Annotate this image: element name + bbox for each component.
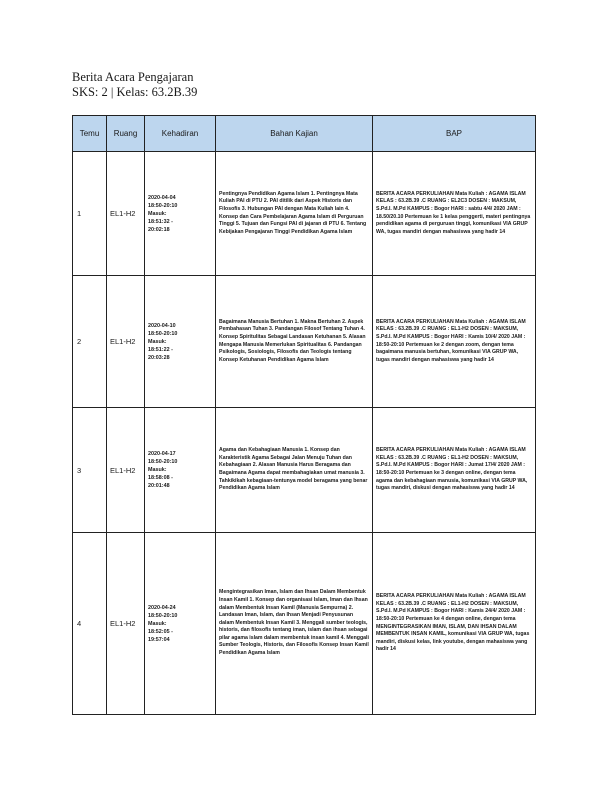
cell-temu: 1 (73, 152, 107, 276)
kehadiran-label: Masuk: (148, 467, 167, 473)
cell-bahan-kajian: Agama dan Kebahagiaan Manusia 1. Konsep dan Karakteristik Agama Sebagai Jalan Menuju Tuhan dan Kebahagiaan 2. Alasan Manusia Harus Beragama dan Bagaimana Agama dapat membahagiakan umat manusia 3. Tahkikikah kebagiaan-tentunya model beragama yang benar Pendidikan Agama Islam (216, 408, 373, 533)
kehadiran-in: 18:58:08 - (148, 475, 173, 481)
cell-ruang: EL1-H2 (107, 152, 145, 276)
teaching-report-table (72, 115, 536, 715)
cell-bahan-kajian: Bagaimana Manusia Bertuhan 1. Makna Bertuhan 2. Aspek Pembahasan Tuhan 3. Pandangan Filosof Tentang Tuhan 4. Konsep Spiritulitas Sebagai Landasan Ketuhanan 5. Alasan Mengapa Manusia Memerlukan Spiritualitas 6. Pandangan Psikologis, Sosiologis, Filosofis dan Teologis tentang Konsep Ketuhanan Pendidikan Agama Islam (216, 276, 373, 408)
kehadiran-time: 18:50-20:10 (148, 330, 178, 337)
cell-bap: BERITA ACARA PERKULIAHAN Mata Kuliah : AGAMA ISLAM KELAS : 63.2B.39 .C RUANG : EL2C3 DOSEN : MAKSUM, S.Pd.I. M.Pd KAMPUS : Bogor HARI : sabtu 4/4/ 2020 JAM : 18.50/20.10 Pertemuan ke 1 kelas penggerti, materi pentingnya pendidikan agama di perguruan tinggi, komunikasi VIA GRUP WA, tugas mandiri dengan mahasiswa yang hadir 14 (373, 152, 536, 276)
header-bap: BAP (373, 116, 536, 152)
cell-bahan-kajian: Mengintegrasikan Iman, Islam dan Ihsan Dalam Membentuk Insan Kamil 1. Konsep dan organisasi Islam, Iman dan Ihsan dalam Membentuk Insan Kamil (Manusia Sempurna) 2. Landasan Iman, Islam, dan Ihsan Menjadi Penyusunan dalam Membentuk Insan Kamil 3. Menggali sumber teologis, historis, dan filosofis tentang iman, islam dan ihsan sebagai pilar agama islam dalam membentuk insan kamil 4. Menggali Sumber Teologis, Historis, dan Filosofis Konsep Insan Kamil Pendidikan Agama Islam (216, 533, 373, 715)
cell-bap: BERITA ACARA PERKULIAHAN Mata Kuliah : AGAMA ISLAM KELAS : 63.2B.39 .C RUANG : EL1-H2 DOSEN : MAKSUM, S.Pd.I. M.Pd KAMPUS : Bogor HARI : Kamis 24/4/ 2020 JAM : 18:50-20:10 Pertemuan ke 4 dengan online, dengan tema MENGINTEGRASIKAN IMAN, ISLAM, DAN IHSAN DALAM MEMBENTUK INSAN KAMIL, komunikasi VIA GRUP WA, tugas mandiri, diskusi kelas, link youtube, dengan mahasiswa yang hadir 14 (373, 533, 536, 715)
kehadiran-in: 18:52:05 - (148, 628, 173, 635)
kehadiran-date: 2020-04-17 (148, 451, 176, 457)
document-subtitle: SKS: 2 | Kelas: 63.2B.39 (72, 85, 198, 99)
table-row (73, 533, 536, 715)
header-kehadiran: Kehadiran (145, 116, 216, 152)
kehadiran-label: Masuk: (148, 620, 167, 627)
table-row (73, 276, 536, 408)
table-header-row (73, 116, 536, 152)
kehadiran-date: 2020-04-24 (148, 604, 176, 611)
cell-kehadiran (145, 533, 216, 715)
kehadiran-in: 18:51:32 - (148, 218, 173, 225)
header-temu: Temu (73, 116, 107, 152)
table-row (73, 152, 536, 276)
cell-ruang: EL1-H2 (107, 276, 145, 408)
document-header (72, 70, 197, 100)
table-row (73, 408, 536, 533)
kehadiran-out: 20:03:28 (148, 354, 170, 361)
kehadiran-label: Masuk: (148, 210, 167, 217)
cell-bahan-kajian: Pentingnya Pendidikan Agama Islam 1. Pentingnya Mata Kuliah PAI di PTU 2. PAI ditilik dari Aspek Historis dan Filosofis 3. Hubungan PAI dengan Mata Kuliah lain 4. Konsep dan Cara Pembelajaran Agama Islam di Perguruan Tinggi 5. Tujuan dan Fungsi PAI di jajaran di PTU 6. Tentang Kebijakan Pengajaran Tinggi Pendidikan Agama Islam (216, 152, 373, 276)
cell-ruang: EL1-H2 (107, 408, 145, 533)
cell-temu: 2 (73, 276, 107, 408)
cell-bap: BERITA ACARA PERKULIAHAN Mata Kuliah : AGAMA ISLAM KELAS : 63.2B.39 .C RUANG : EL1-H2 DOSEN : MAKSUM, S.Pd.I. M.Pd KAMPUS : Bogor HARI : Kamis 10/4/ 2020 JAM : 18:50-20:10 Pertemuan ke 2 dengan zoom, dengan tema bagaimana manusia bertuhan, komunikasi VIA GRUP WA, tugas mandiri dengan mahasiswa yang hadir 14 (373, 276, 536, 408)
kehadiran-out: 19:57:04 (148, 636, 170, 643)
cell-temu: 3 (73, 408, 107, 533)
kehadiran-out: 20:01:48 (148, 483, 170, 489)
kehadiran-out: 20:02:18 (148, 226, 170, 233)
kehadiran-label: Masuk: (148, 338, 167, 345)
kehadiran-time: 18:50-20:10 (148, 612, 178, 619)
document-title: Berita Acara Pengajaran (72, 70, 194, 84)
cell-kehadiran (145, 276, 216, 408)
cell-bap: BERITA ACARA PERKULIAHAN Mata Kuliah : AGAMA ISLAM KELAS : 63.2B.39 .C RUANG : EL1-H2 DOSEN : MAKSUM, S.Pd.I. M.Pd KAMPUS : Bogor HARI : Jumat 17/4/ 2020 JAM : 18:50-20:10 Pertemuan ke 3 dengan online, dengan tema agama dan kebahagiaan manusia, komunikasi VIA GRUP WA, tugas mandiri, diskusi dengan mahasiswa yang hadir 14 (373, 408, 536, 533)
kehadiran-time: 18:50-20:10 (148, 459, 178, 465)
header-bahan-kajian: Bahan Kajian (216, 116, 373, 152)
cell-temu: 4 (73, 533, 107, 715)
cell-kehadiran (145, 408, 216, 533)
cell-ruang: EL1-H2 (107, 533, 145, 715)
header-ruang: Ruang (107, 116, 145, 152)
kehadiran-date: 2020-04-10 (148, 322, 176, 329)
kehadiran-in: 18:51:22 - (148, 346, 173, 353)
kehadiran-date: 2020-04-04 (148, 194, 176, 201)
cell-kehadiran (145, 152, 216, 276)
kehadiran-time: 18:50-20:10 (148, 202, 178, 209)
